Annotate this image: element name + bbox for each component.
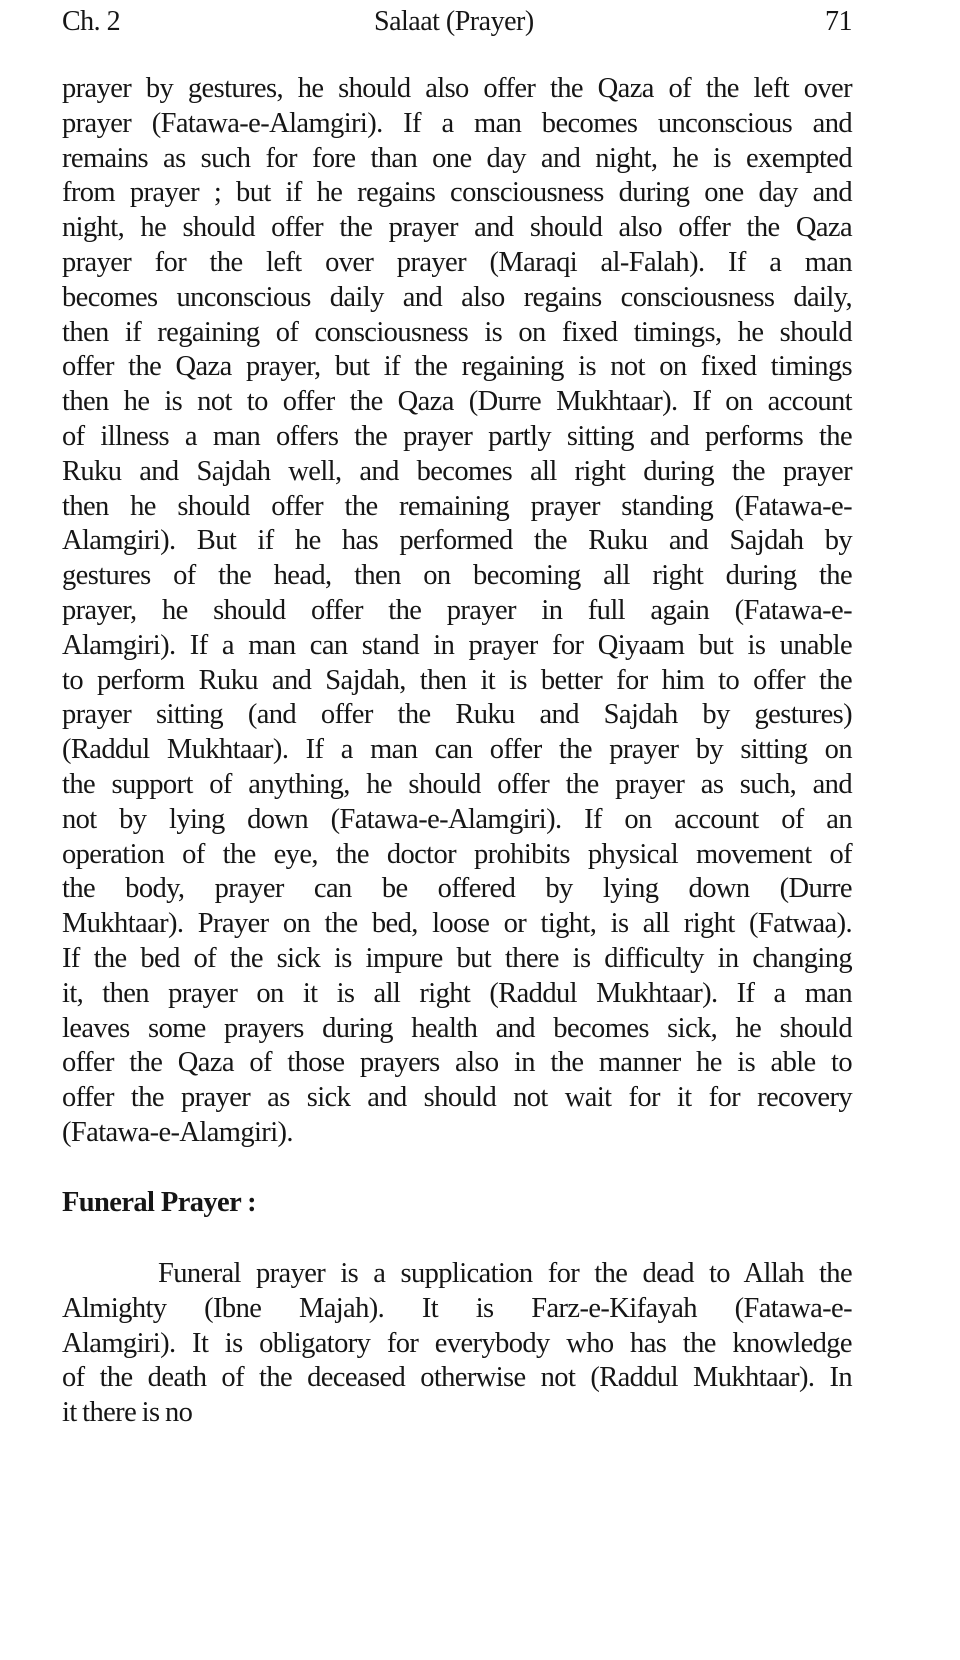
text-line: remains as such for fore than one day and night, he is exempted	[62, 142, 852, 174]
chapter-label: Ch. 2	[62, 6, 121, 37]
text-line: the body, prayer can be offered by lying down (Durre	[62, 873, 852, 905]
text-line: (Raddul Mukhtaar). If a man can offer the prayer by sitting on	[62, 734, 852, 766]
text-line: not by lying down (Fatawa-e-Alamgiri). If on account of an	[62, 803, 852, 835]
paragraph-sick-prayer	[62, 72, 852, 1151]
text-line: prayer sitting (and offer the Ruku and Sajdah by gestures)	[62, 699, 852, 731]
text-line: offer the prayer as sick and should not wait for it for recovery	[62, 1082, 852, 1114]
text-line: prayer, he should offer the prayer in full again (Fatawa-e-	[62, 594, 852, 626]
text-line: Alamgiri). But if he has performed the Ruku and Sajdah by	[62, 525, 852, 557]
text-line: becomes unconscious daily and also regains consciousness daily,	[62, 281, 852, 313]
text-line: offer the Qaza of those prayers also in the manner he is able to	[62, 1047, 852, 1079]
text-line: of the death of the deceased otherwise not (Raddul Mukhtaar). In	[62, 1362, 852, 1394]
text-line: Almighty (Ibne Majah). It is Farz-e-Kifayah (Fatawa-e-	[62, 1292, 852, 1324]
text-line: prayer by gestures, he should also offer the Qaza of the left over	[62, 73, 852, 104]
text-line: night, he should offer the prayer and should also offer the Qaza	[62, 212, 852, 244]
text-line: prayer for the left over prayer (Maraqi al-Falah). If a man	[62, 246, 852, 278]
text-line: then he should offer the remaining prayer standing (Fatawa-e-	[62, 490, 852, 522]
text-line: leaves some prayers during health and becomes sick, he should	[62, 1012, 852, 1044]
text-line: Funeral prayer is a supplication for the dead to Allah the	[158, 1258, 852, 1289]
text-line: from prayer ; but if he regains consciousness during one day and	[62, 177, 852, 209]
page-number: 71	[825, 6, 852, 37]
text-line: Alamgiri). It is obligatory for everybody who has the knowledge	[62, 1327, 852, 1359]
text-line: (Fatawa-e-Alamgiri).	[62, 1116, 293, 1148]
paragraph-funeral-prayer	[62, 1257, 852, 1431]
text-line: then if regaining of consciousness is on fixed timings, he should	[62, 316, 852, 348]
text-line: the support of anything, he should offer the prayer as such, and	[62, 768, 852, 800]
text-line: then he is not to offer the Qaza (Durre Mukhtaar). If on account	[62, 386, 852, 418]
text-line: prayer (Fatawa-e-Alamgiri). If a man becomes unconscious and	[62, 107, 852, 139]
text-line: Ruku and Sajdah well, and becomes all right during the prayer	[62, 455, 852, 487]
text-line: operation of the eye, the doctor prohibits physical movement of	[62, 838, 852, 870]
text-line: of illness a man offers the prayer partly sitting and performs the	[62, 420, 852, 452]
text-line: to perform Ruku and Sajdah, then it is better for him to offer the	[62, 664, 852, 696]
text-line: it, then prayer on it is all right (Raddul Mukhtaar). If a man	[62, 977, 852, 1009]
text-line: it there is no	[62, 1397, 193, 1429]
text-line: offer the Qaza prayer, but if the regaining is not on fixed timings	[62, 351, 852, 383]
running-header	[62, 4, 852, 40]
text-line: Mukhtaar). Prayer on the bed, loose or tight, is all right (Fatwaa).	[62, 908, 852, 940]
text-line: If the bed of the sick is impure but there is difficulty in changing	[62, 942, 852, 974]
section-heading-funeral-prayer: Funeral Prayer :	[62, 1187, 257, 1218]
running-title: Salaat (Prayer)	[374, 6, 534, 37]
text-line: gestures of the head, then on becoming all right during the	[62, 560, 852, 592]
text-line: Alamgiri). If a man can stand in prayer for Qiyaam but is unable	[62, 629, 852, 661]
